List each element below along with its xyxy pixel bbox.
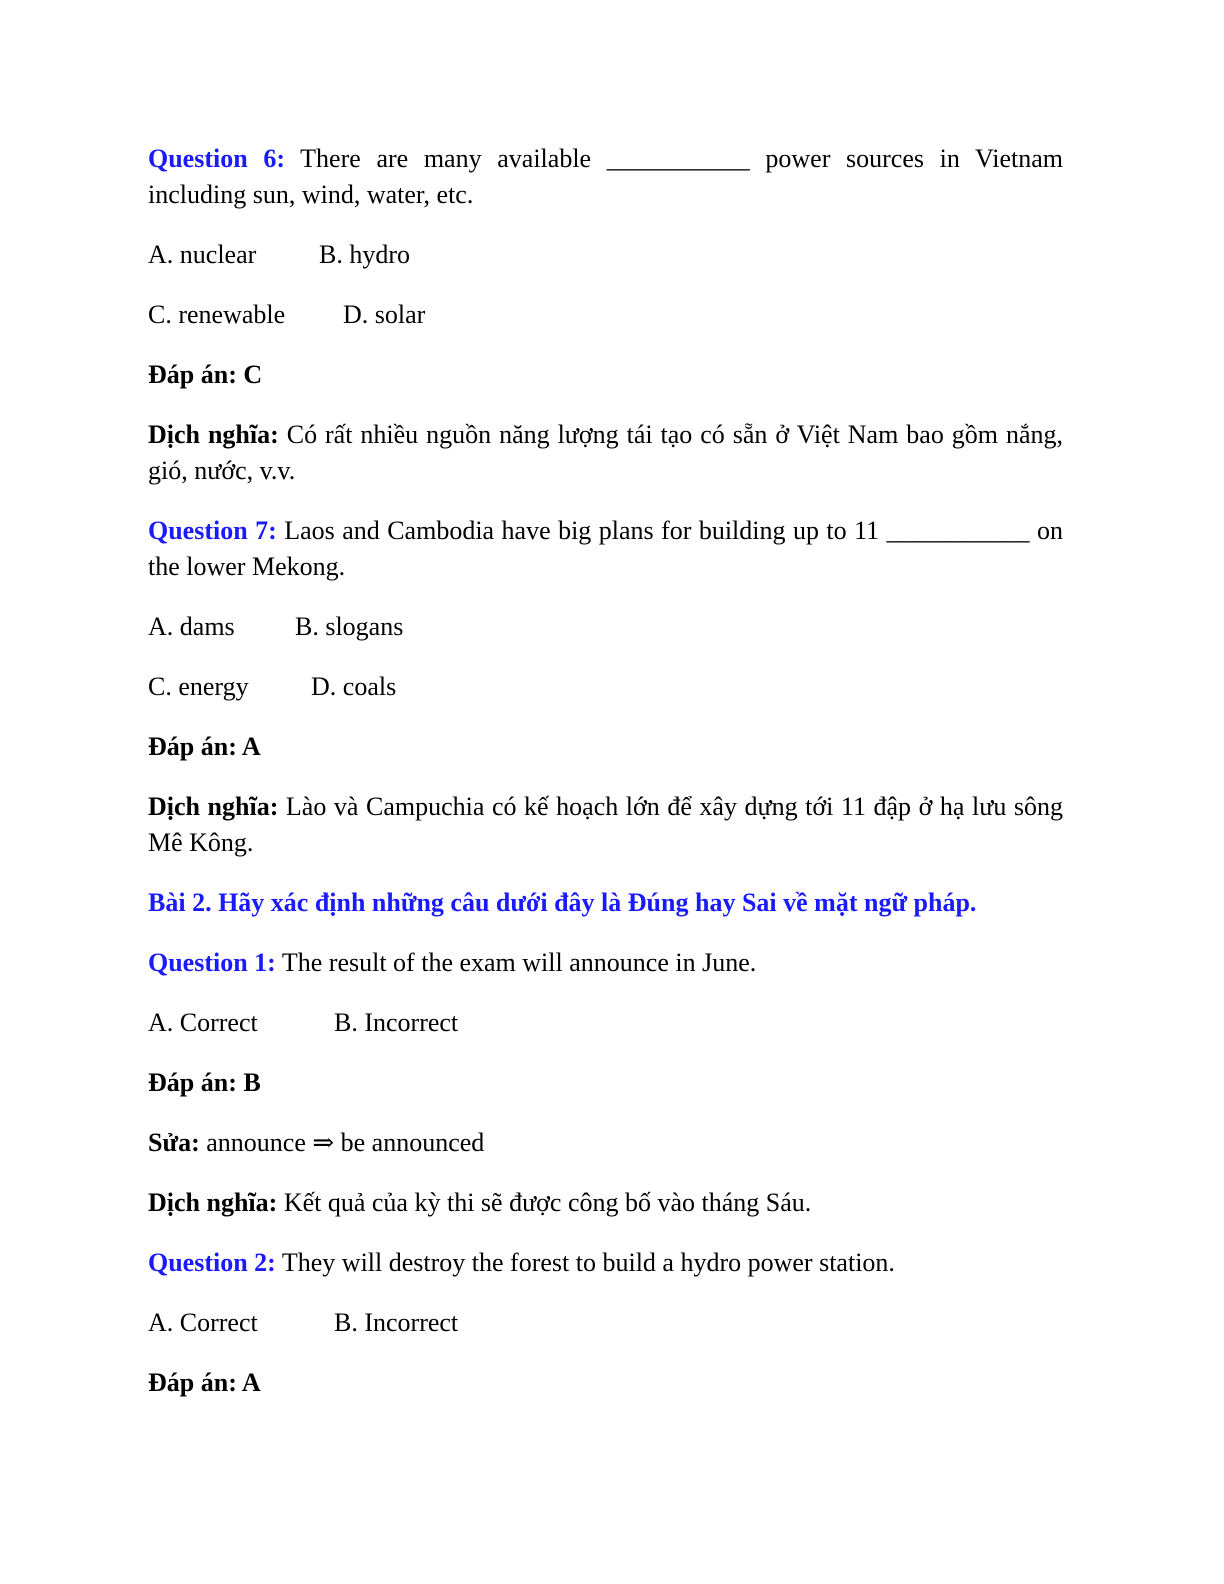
question-7: [148, 513, 1063, 585]
question-text: Laos and Cambodia have big plans for building up to 11 ___________ on the lower Mekong.: [148, 516, 1063, 581]
question-2: [148, 1245, 1063, 1281]
option-a: A. nuclear: [148, 240, 257, 269]
answer: Đáp án: A: [148, 732, 261, 761]
question-6: [148, 141, 1063, 213]
translation-text: Lào và Campuchia có kế hoạch lớn để xây dựng tới 11 đập ở hạ lưu sông Mê Kông.: [148, 792, 1063, 857]
answer: Đáp án: A: [148, 1368, 261, 1397]
option-d: D. coals: [311, 672, 397, 701]
option-b: B. Incorrect: [334, 1308, 459, 1337]
correction-text: announce ⇒ be announced: [199, 1128, 485, 1157]
answer: Đáp án: B: [148, 1068, 261, 1097]
question-label: Question 2:: [148, 1248, 276, 1277]
section-heading: Bài 2. Hãy xác định những câu dưới đây là Đúng hay Sai về mặt ngữ pháp.: [148, 888, 977, 917]
option-a: A. dams: [148, 612, 235, 641]
question-label: Question 7:: [148, 516, 277, 545]
translation: [148, 1185, 1063, 1221]
option-b: B. hydro: [319, 240, 410, 269]
question-text: The result of the exam will announce in June.: [275, 948, 757, 977]
option-d: D. solar: [343, 300, 426, 329]
document-page: [148, 141, 1063, 1425]
options-row: [148, 237, 1063, 273]
translation: [148, 417, 1063, 489]
translation-text: Kết quả của kỳ thi sẽ được công bố vào tháng Sáu.: [277, 1188, 812, 1217]
correction-label: Sửa:: [148, 1128, 200, 1157]
options-row: [148, 297, 1063, 333]
question-text: They will destroy the forest to build a hydro power station.: [275, 1248, 895, 1277]
correction: [148, 1125, 1063, 1161]
option-b: B. Incorrect: [334, 1008, 459, 1037]
options-row: [148, 1005, 1063, 1041]
options-row: [148, 669, 1063, 705]
translation-label: Dịch nghĩa:: [148, 792, 279, 821]
answer: Đáp án: C: [148, 360, 263, 389]
option-b: B. slogans: [295, 612, 404, 641]
question-label: Question 1:: [148, 948, 276, 977]
option-a: A. Correct: [148, 1008, 258, 1037]
question-1: [148, 945, 1063, 981]
option-a: A. Correct: [148, 1308, 258, 1337]
translation: [148, 789, 1063, 861]
translation-label: Dịch nghĩa:: [148, 420, 279, 449]
question-label: Question 6:: [148, 144, 285, 173]
option-c: C. renewable: [148, 300, 286, 329]
translation-text: Có rất nhiều nguồn năng lượng tái tạo có sẵn ở Việt Nam bao gồm nắng, gió, nước, v.v.: [148, 420, 1063, 485]
options-row: [148, 609, 1063, 645]
question-text: There are many available ___________ power sources in Vietnam including sun, wind, water, etc.: [148, 144, 1064, 209]
translation-label: Dịch nghĩa:: [148, 1188, 278, 1217]
options-row: [148, 1305, 1063, 1341]
option-c: C. energy: [148, 672, 249, 701]
